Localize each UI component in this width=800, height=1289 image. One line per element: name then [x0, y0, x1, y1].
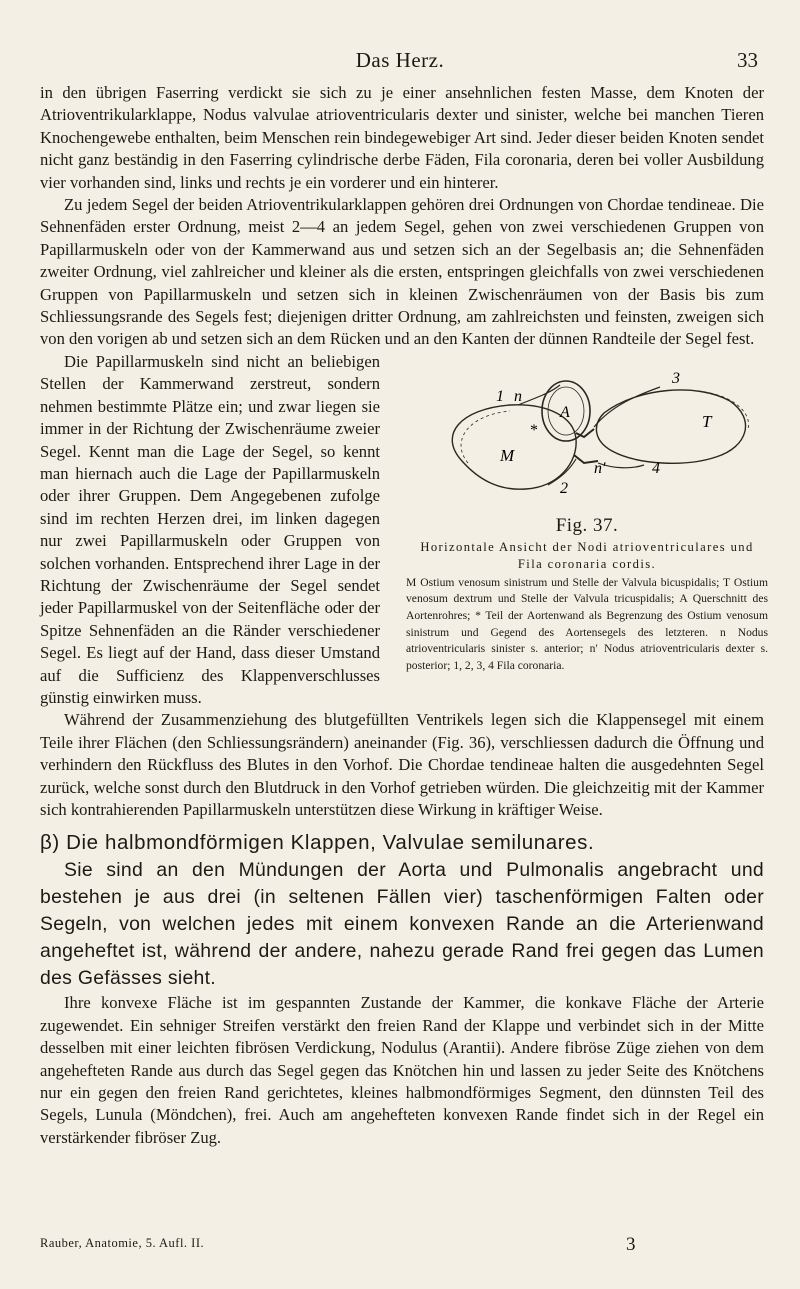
label-T: T	[702, 411, 712, 431]
right-ostium-outline	[596, 390, 745, 463]
paragraph-2-text: Zu jedem Segel der beiden Atrioventrikularklappen gehören drei Ordnungen von Chordae tendineae. Die Sehnenfäden erster Ordnung, meist 2—4 an jedem Segel, gehen von zwei verschiedenen Gruppen von Papillarmuskeln oder von der Kammerwand aus und setzen sich an der Segelbasis an; die Sehnenfäden zweiter Ordnung, viel zahlreicher und kleiner als die ersten, entspringen gleichfalls von zwei verschiedenen Gruppen von Papillarmuskeln und setzen sich in kleinen Zwischenräumen von der Basis bis zum Schliessungsrande des Segels fest; diejenigen dritter Ordnung, am zahlreichsten und feinsten, zweigen sich von den vorigen ab und setzen sich an dem Rücken und an den Kanten der dünnen Randteile der Segel fest.	[40, 195, 764, 349]
figure-caption-title: Horizontale Ansicht der Nodi atrioventriculares und Fila coronaria cordis.	[420, 539, 754, 571]
body-text	[40, 82, 768, 1149]
paragraph-5: Sie sind an den Mündungen der Aorta und Pulmonalis angebracht und bestehen je aus drei (in seltenen Fällen vier) taschenförmigen Falten oder Segeln, von welchen jedes mit einem konvexen Rande an die Arterienwand angeheftet ist, während der andere, nahezu gerade Rand frei gegen das Lumen des Gefässes sieht.	[40, 859, 764, 990]
paragraph-6: Ihre konvexe Fläche ist im gespannten Zustande der Kammer, die konkave Fläche der Arterie zugewendet. Ein sehniger Streifen verstärkt den freien Rand der Klappe und verbindet sich in der Mitte desselben mit einer leichten fibrösen Verdickung, Nodulus (Arantii). Andere fibröse Züge ziehen von dem angehefteten Rande aus durch das Segel gegen das Knötchen hin und lassen zu jeder Seite des Knötchens nur ein gegen den freien Rand gerichtetes, kleines halbmondförmiges Segment, den dünnsten Teil des Segels, Lunula (Möndchen), frei. Auch am angehefteten konvexen Rande findet sich in der Regel ein verstärkender fibröser Zug.	[40, 993, 764, 1147]
page-number: 33	[737, 48, 758, 72]
footer	[40, 1236, 764, 1260]
label-3: 3	[672, 369, 680, 387]
label-n: n	[514, 387, 522, 405]
figure-number: Fig. 37.	[555, 514, 619, 536]
section-heading: β) Die halbmondförmigen Klappen, Valvulae semilunares.	[40, 831, 595, 855]
figure-37-drawing	[398, 365, 776, 515]
label-A: A	[560, 403, 570, 421]
label-n-prime: n′	[594, 459, 606, 477]
paragraph-2	[40, 194, 764, 351]
filum-1	[518, 385, 560, 405]
label-4: 4	[652, 459, 660, 477]
footer-citation: Rauber, Anatomie, 5. Aufl. II.	[40, 1236, 205, 1250]
figure-37	[398, 365, 776, 705]
left-ostium-outline	[452, 405, 576, 489]
label-2: 2	[560, 479, 568, 497]
label-M: M	[500, 445, 515, 465]
running-title: Das Herz.	[355, 48, 445, 72]
paragraph-4: Während der Zusammenziehung des blutgefüllten Ventrikels legen sich die Klappensegel mit einem Teile ihrer Flächen (den Schliessungsrändern) aneinander (Fig. 36), verschliessen dadurch die Öffnung und verhindern den Rückfluss des Blutes in den Vorhof. Die Chordae tendineae halten die ausgedehnten Segel zurück, welche sonst durch den Blutdruck in den Vorhof getrieben würden. Die gleichzeitig mit der Kammer sich kontrahierenden Papillarmuskeln unterstützen diese Wirkung in kräftiger Weise.	[40, 710, 764, 819]
label-star: *	[530, 421, 538, 439]
running-header	[0, 44, 800, 74]
paragraph-1: in den übrigen Faserring verdickt sie sich zu je einer ansehnlichen festen Masse, dem Knoten der Atrioventrikularklappe, Nodus valvulae atrioventricularis dexter und sinister, welche bei manchen Tieren Knochengewebe enthalten, beim Menschen rein bindegewebiger Art sind. Jeder dieser beiden Knoten sendet nicht ganz beständig in den Faserring cylindrische derbe Fäden, Fila coronaria, deren bei voller Ausbildung vier vorhanden sind, links und rechts je ein vorderer und ein hinterer.	[40, 83, 764, 192]
figure-caption-legend: M Ostium venosum sinistrum und Stelle der Valvula bicuspidalis; T Ostium venosum dextrum und Stelle der Valvula tricuspidalis; A Querschnitt des Aortenrohres; * Teil der Aortenwand als Begrenzung des Ostium venosum sinistrum und Gegend des Aortensegels des letzteren. n Nodus atrioventricularis sinister s. anterior; n′ Nodus atrioventricularis dexter s. posterior; 1, 2, 3, 4 Fila coronaria.	[406, 575, 768, 672]
paragraph-3: Die Papillarmuskeln sind nicht an beliebigen Stellen der Kammerwand zerstreut, sondern nehmen bestimmte Plätze ein; und zwar liegen sie immer in der Richtung der Zwischenräume zweier Segel. Kennt man die Lage der Segel, so kennt man hiernach auch die Lage der Papillarmuskeln oder ihrer Gruppen. Dem Angegebenen zufolge sind im rechten Herzen drei, im linken dagegen nur zwei Papillarmuskeln oder Gruppen von solchen vorhanden. Entsprechend ihrer Lage in der Richtung der Zwischenräume der Segel sendet jeder Papillarmuskel von der Seitenfläche oder der Spitze Sehnenfäden an die Ränder verschiedener Segel. Es liegt auf der Hand, dass dieser Umstand auf die Sufficienz des Klappenverschlusses günstig einwirken muss.	[40, 351, 380, 707]
label-1: 1	[496, 387, 504, 405]
signature-mark: 3	[626, 1234, 636, 1255]
